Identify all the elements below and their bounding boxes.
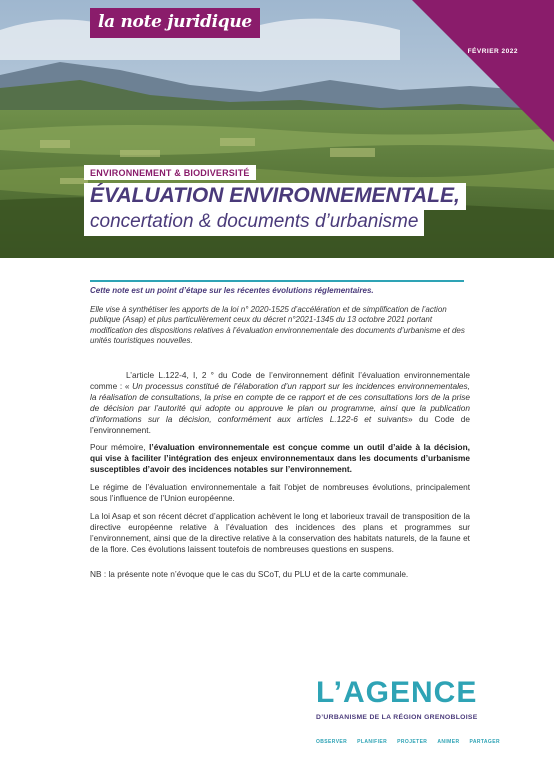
nb-note: NB : la présente note n’évoque que le cas du SCoT, du PLU et de la carte communale.	[90, 568, 409, 579]
note-type-tag: la note juridique	[90, 8, 260, 38]
intro-section	[90, 286, 470, 355]
logo-verbs	[316, 739, 526, 745]
intro-lead: Cette note est un point d’étape sur les récentes évolutions réglementaires.	[90, 286, 374, 295]
rubric-label: ENVIRONNEMENT & BIODIVERSITÉ	[84, 165, 256, 180]
p1-end: » du Code de l’environnement.	[90, 413, 470, 435]
paragraph-memo	[90, 442, 470, 475]
verb-projeter: PROJETER	[397, 739, 428, 745]
verb-animer: ANIMER	[437, 739, 460, 745]
divider-line	[90, 280, 464, 282]
verb-partager: PARTAGER	[469, 739, 500, 745]
title-line-1: ÉVALUATION ENVIRONNEMENTALE,	[84, 183, 466, 210]
logo-name: L’AGENCE	[316, 676, 478, 709]
logo-subtitle: D’URBANISME DE LA RÉGION GRENOBLOISE	[316, 714, 478, 721]
body-text	[90, 370, 470, 587]
agency-logo	[316, 678, 526, 745]
verb-planifier: PLANIFIER	[357, 739, 388, 745]
verb-observer: OBSERVER	[316, 739, 348, 745]
title-block	[84, 163, 524, 236]
p1-quote: Un processus constitué de l’élaboration d’un rapport sur les incidences environnementales, la réalisation de consultations, la prise en compte de ce rapport et de ces consultations lors de la prise de décision par l’autorité qui adopte ou approuve le plan ou programme, ainsi que la publication d’informations sur la décision, conformément aux articles L.122-6 et suivants	[90, 380, 470, 424]
p2-bold: l’évaluation environnementale est conçue comme un outil d’aide à la décision, qui vise à faciliter l’intégration des enjeux environnementaux dans les documents d’urbanisme susceptibles d’avoir des incidences notables sur l’environnement.	[90, 442, 470, 475]
intro-text: Elle vise à synthétiser les apports de la loi n° 2020-1525 d’accélération et de simplification de l’action publique (Asap) et plus particulièrement ceux du décret n°2021-1345 du 13 octobre 2021 portant modification des dispositions relatives à l’évaluation environnementale des documents d’urbanisme et des unités touristiques nouvelles.	[90, 304, 465, 346]
publication-date: FÉVRIER 2022	[467, 48, 518, 55]
paragraph-definition	[90, 370, 470, 435]
p2-intro: Pour mémoire,	[90, 442, 150, 453]
p1-intro: L’article L.122-4, I, 2 ° du Code de l’environnement définit l’évaluation environnementale comme : «	[90, 370, 470, 391]
title-line-2: concertation & documents d’urbanisme	[84, 210, 424, 236]
paragraph-asap: La loi Asap et son récent décret d’application achèvent le long et laborieux travail de transposition de la directive européenne relative à l’évaluation des incidences des plans et programmes sur l’environnement, ainsi que de la directive relative à la conservation des habitats naturels, de la faune et de la flore. Ces évolutions laissent toutefois de nombreuses questions en suspens.	[90, 510, 470, 554]
paragraph-regime: Le régime de l’évaluation environnementale a fait l’objet de nombreuses évolutions, principalement sous l’influence de l’Union européenne.	[90, 482, 470, 504]
